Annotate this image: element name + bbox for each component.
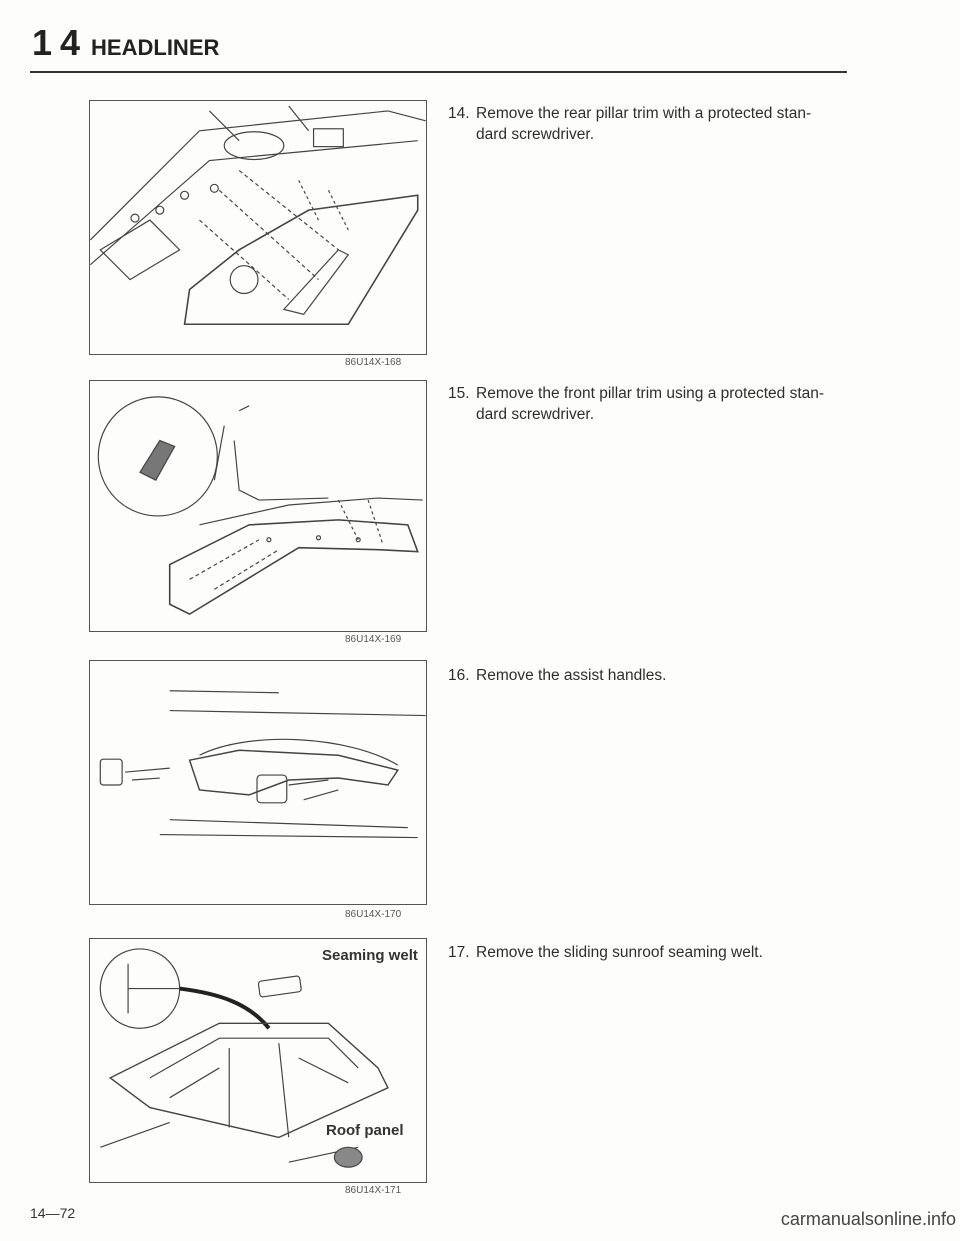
- step-16: [448, 665, 848, 686]
- step-text: Remove the assist handles.: [476, 667, 667, 684]
- step-15: [448, 383, 848, 425]
- step-text: Remove the sliding sunroof seaming welt.: [476, 944, 763, 961]
- step-text-cont: dard screwdriver.: [476, 126, 595, 143]
- roof-panel-label: Roof panel: [326, 1122, 404, 1139]
- figure-caption: 86U14X-169: [345, 634, 402, 645]
- seaming-welt-illustration: [90, 939, 426, 1182]
- chapter-header: [32, 22, 219, 64]
- figure-seaming-welt: [89, 938, 427, 1183]
- page-number: 14—72: [30, 1205, 76, 1221]
- chapter-title: HEADLINER: [91, 35, 220, 60]
- chapter-number: 1 4: [32, 22, 80, 63]
- figure-assist-handles: [89, 660, 427, 905]
- figure-caption: 86U14X-168: [345, 357, 402, 368]
- step-number: 14.: [448, 105, 470, 122]
- header-rule: [30, 71, 847, 73]
- assist-handles-illustration: [90, 661, 426, 904]
- step-14: [448, 103, 848, 145]
- seaming-welt-label: Seaming welt: [322, 947, 418, 964]
- watermark: carmanualsonline.info: [780, 1209, 956, 1229]
- step-number: 17.: [448, 944, 470, 961]
- step-17: [448, 942, 848, 963]
- step-number: 15.: [448, 385, 470, 402]
- figure-caption: 86U14X-170: [345, 909, 402, 920]
- figure-rear-pillar-trim: [89, 100, 427, 355]
- step-number: 16.: [448, 667, 470, 684]
- rear-pillar-illustration: [90, 101, 426, 354]
- step-text: Remove the rear pillar trim with a protected stan-: [476, 105, 812, 122]
- step-text-cont: dard screwdriver.: [476, 406, 595, 423]
- front-pillar-illustration: [90, 381, 426, 631]
- step-text: Remove the front pillar trim using a protected stan-: [476, 385, 825, 402]
- figure-caption: 86U14X-171: [345, 1185, 402, 1196]
- figure-front-pillar-trim: [89, 380, 427, 632]
